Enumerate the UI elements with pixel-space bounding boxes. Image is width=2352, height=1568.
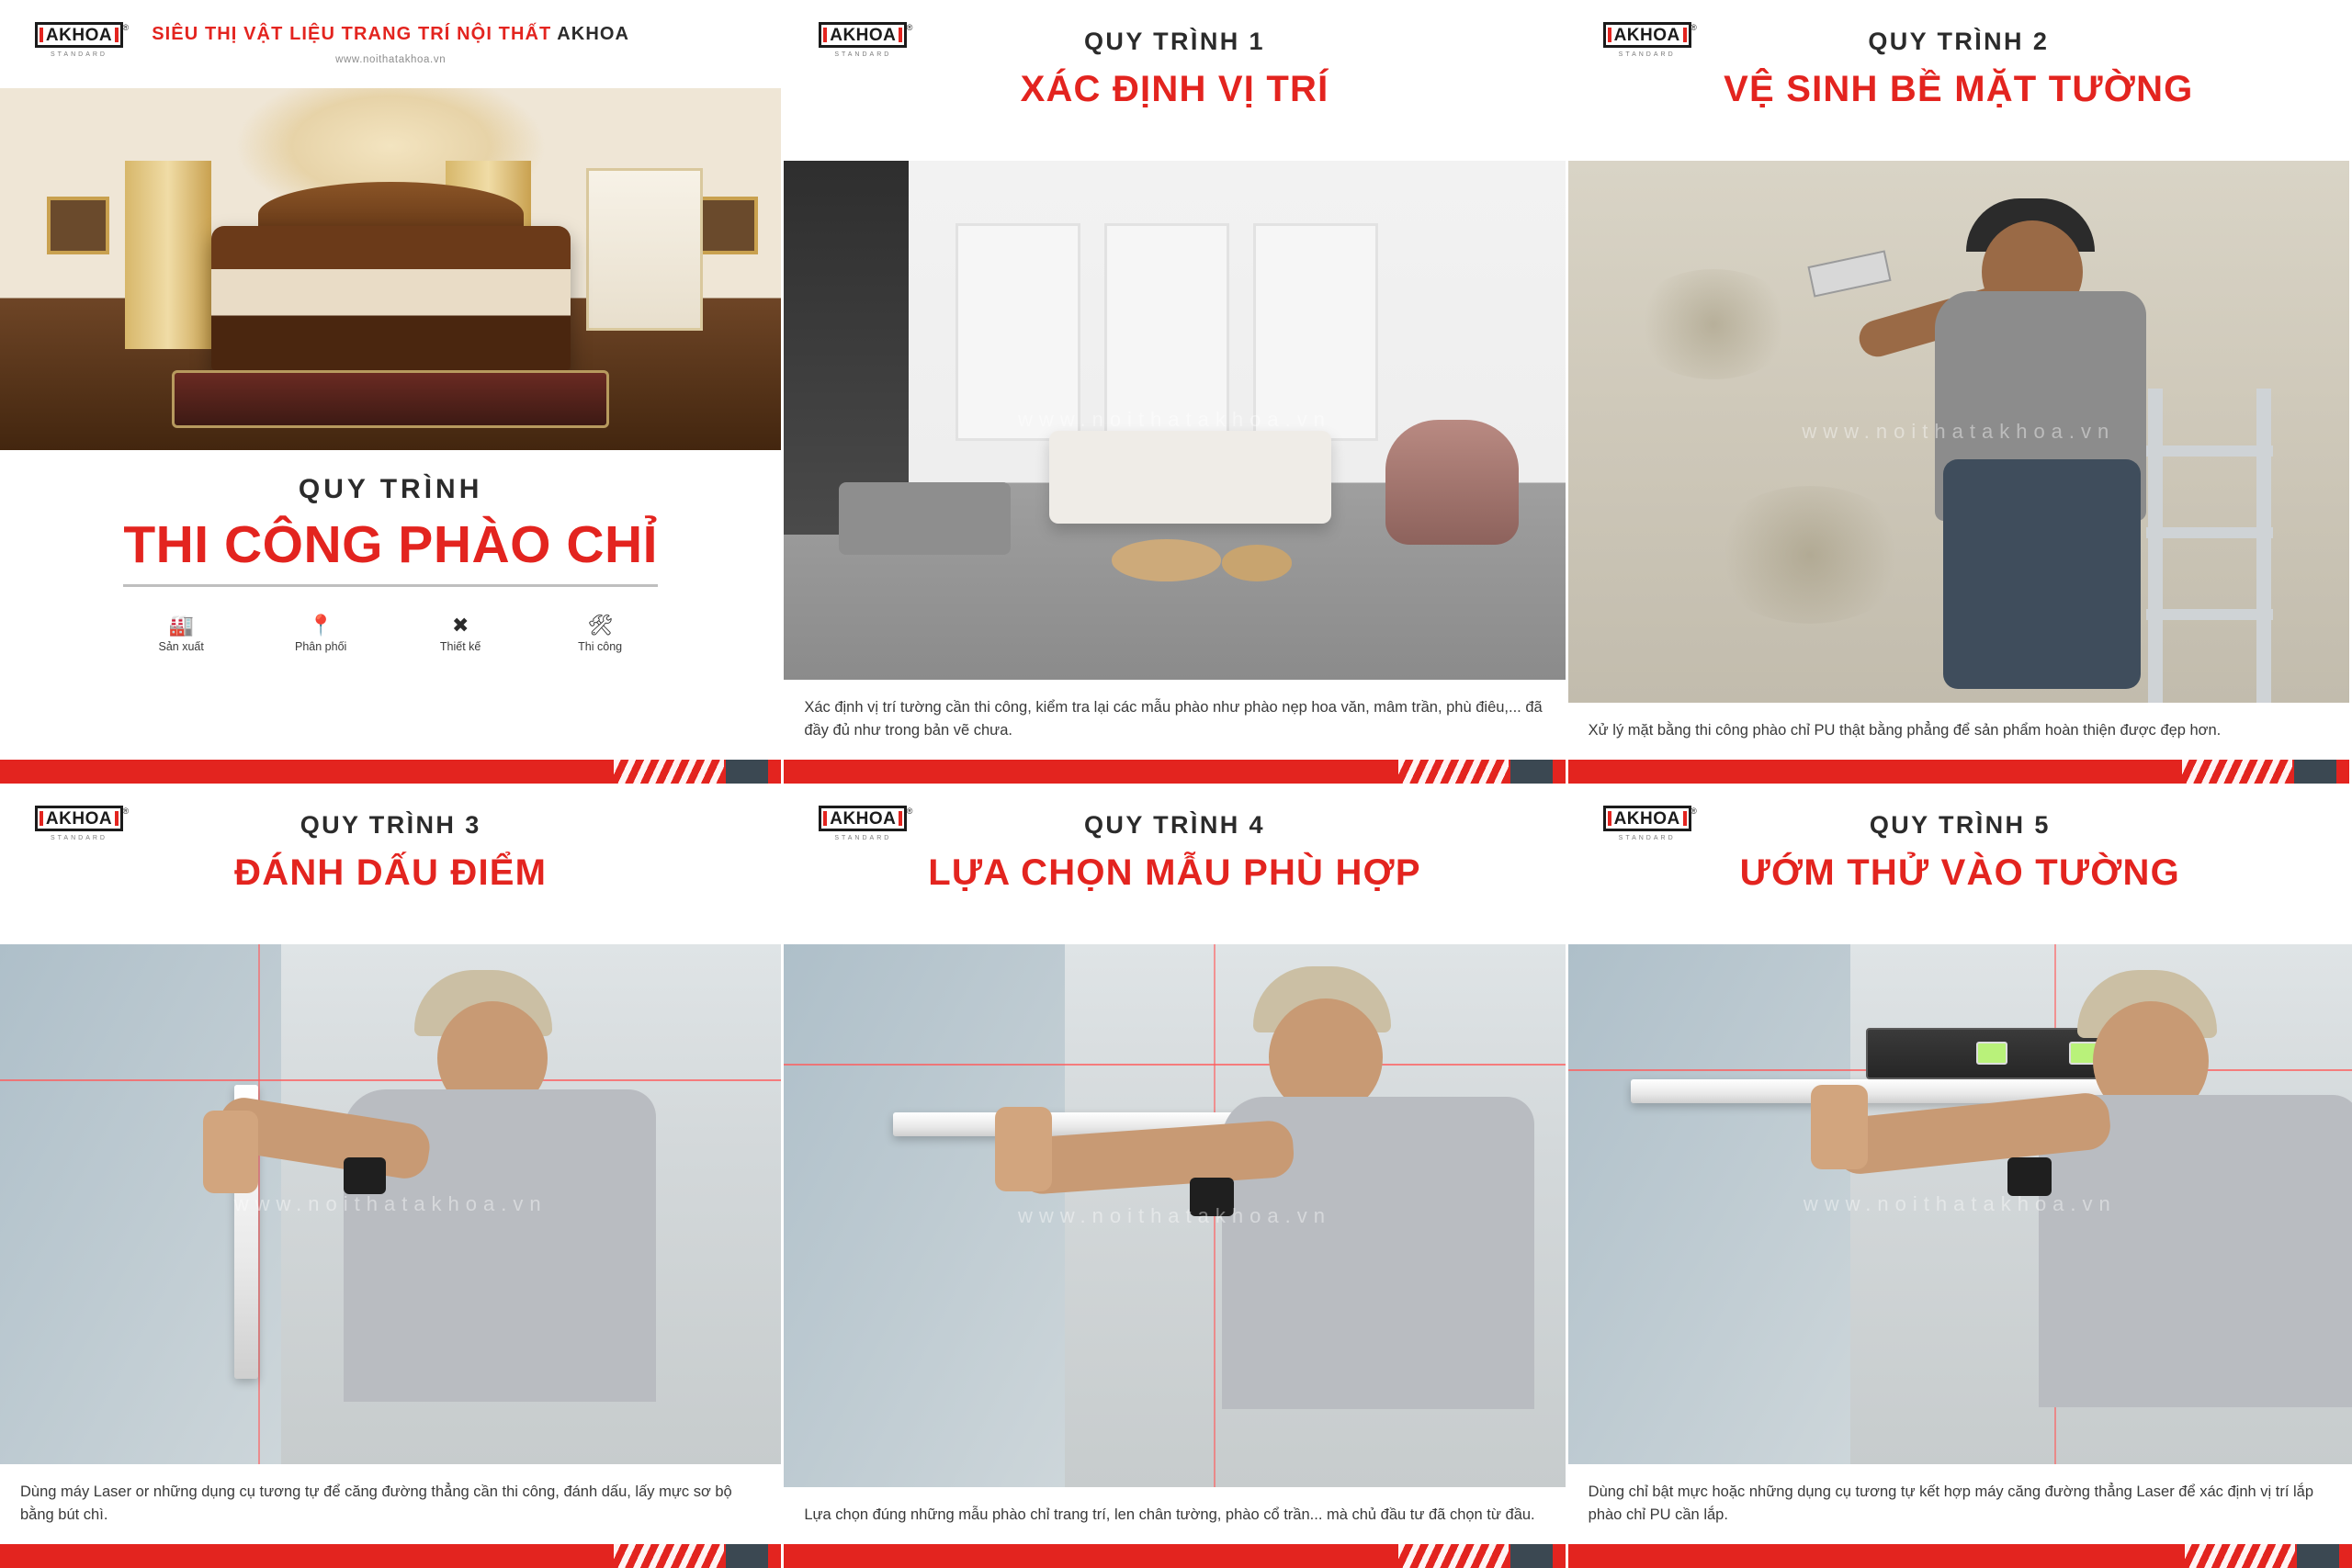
- footer-bar-step-2: [1568, 760, 2349, 784]
- service-item-construction: [558, 613, 642, 655]
- step-4-photo: [784, 944, 1565, 1487]
- service-item-production: [139, 613, 223, 655]
- registered-mark-icon: ®: [906, 22, 913, 32]
- step-2-header: [1568, 0, 2349, 161]
- logo-box: [35, 806, 130, 831]
- level-vial: [1976, 1042, 2007, 1065]
- logo-box: [819, 22, 913, 48]
- factory-icon: 🏭: [168, 614, 194, 637]
- step-1-kicker: QUY TRÌNH 1: [1084, 28, 1265, 55]
- cover-header: [0, 0, 781, 88]
- stripe-pattern: [2185, 1544, 2295, 1568]
- watermark: www.noithatakhoa.vn: [1803, 1191, 2117, 1215]
- sofa: [1049, 431, 1330, 525]
- stripe-pattern: [1398, 1544, 1509, 1568]
- footer-dark-block: [726, 760, 768, 784]
- worker-marking-wall-image: [0, 944, 781, 1464]
- drape-left: [125, 161, 211, 349]
- step-1-photo: [784, 161, 1565, 680]
- logo-subtext: STANDARD: [51, 51, 107, 58]
- footer-dark-block: [1510, 1544, 1553, 1568]
- logo-text: AKHOA: [830, 25, 897, 45]
- wall-panel-3: [1253, 223, 1378, 441]
- service-item-design: [418, 613, 503, 655]
- step-5-photo: [1568, 944, 2352, 1464]
- step-3-caption: Dùng máy Laser or những dụng cụ tương tự để căng đường thẳng cần thi công, đánh dấu, lấy mực sơ bộ bằng bút chì.: [20, 1483, 732, 1524]
- wall-art-left: [47, 197, 109, 254]
- cover-website: www.noithatakhoa.vn: [335, 53, 447, 65]
- panel-step-2: [1568, 0, 2352, 784]
- watermark: www.noithatakhoa.vn: [233, 1191, 548, 1215]
- step-3-header: [0, 784, 781, 944]
- construction-icon: 🛠: [587, 614, 614, 637]
- wall-shadow: [1568, 944, 1850, 1464]
- registered-mark-icon: ®: [1690, 806, 1697, 816]
- wristwatch: [344, 1157, 386, 1194]
- panel-cover: [0, 0, 784, 784]
- stripe-pattern: [614, 760, 724, 784]
- brand-logo: [1587, 795, 1708, 852]
- side-table: [1222, 545, 1293, 581]
- step-4-header: [784, 784, 1565, 944]
- step-2-photo: [1568, 161, 2349, 703]
- logo-subtext: STANDARD: [51, 834, 107, 841]
- logo-box: [1603, 22, 1697, 48]
- cover-photo: [0, 88, 781, 450]
- cover-service-icons: [139, 613, 642, 655]
- panel-step-1: [784, 0, 1567, 784]
- panel-step-4: [784, 784, 1567, 1568]
- rug: [172, 370, 609, 428]
- step-4-kicker: QUY TRÌNH 4: [1084, 811, 1265, 839]
- registered-mark-icon: ®: [122, 22, 130, 32]
- wall-stain-2: [1709, 486, 1911, 624]
- location-pin-icon: 📍: [308, 614, 334, 637]
- brand-logo: [18, 11, 140, 68]
- panel-step-3: [0, 784, 784, 1568]
- step-1-caption: Xác định vị trí tường cần thi công, kiểm tra lại các mẫu phào như phào nẹp hoa văn, mâm trần, phù điêu,... đã đầy đủ như trong bản vẽ chưa.: [804, 698, 1543, 739]
- watermark: www.noithatakhoa.vn: [1802, 420, 2116, 444]
- cover-tagline-dark: AKHOA: [557, 23, 630, 44]
- worker-hand: [1811, 1085, 1868, 1169]
- cover-tagline: [152, 24, 629, 45]
- panel-step-5: [1568, 784, 2352, 1568]
- footer-bar-step-3: [0, 1544, 781, 1568]
- registered-mark-icon: ®: [1690, 22, 1697, 32]
- ladder-rung: [2146, 446, 2273, 457]
- laser-line-horizontal: [784, 1064, 1565, 1066]
- service-item-distribution: [278, 613, 363, 655]
- worker-legs: [1943, 459, 2141, 689]
- logo-subtext: STANDARD: [1618, 51, 1676, 58]
- registered-mark-icon: ®: [122, 806, 130, 816]
- brand-logo: [18, 795, 140, 852]
- brand-logo: [1587, 11, 1708, 68]
- wall-panel-2: [1104, 223, 1229, 441]
- step-2-title: VỆ SINH BỀ MẶT TƯỜNG: [1724, 69, 2194, 109]
- footer-dark-block: [1510, 760, 1553, 784]
- step-5-header: [1568, 784, 2352, 944]
- logo-subtext: STANDARD: [834, 51, 892, 58]
- ladder-rung: [2146, 609, 2273, 620]
- step-5-title: ƯỚM THỬ VÀO TƯỜNG: [1739, 852, 2180, 893]
- logo-box: [1603, 806, 1697, 831]
- worker-selecting-moulding-image: [784, 944, 1565, 1487]
- brand-logo: [802, 11, 923, 68]
- logo-text: AKHOA: [1613, 25, 1680, 45]
- worker-hand: [995, 1107, 1052, 1191]
- stripe-pattern: [2182, 760, 2292, 784]
- step-2-kicker: QUY TRÌNH 2: [1868, 28, 2050, 55]
- modern-living-room-image: [784, 161, 1565, 680]
- logo-box: [35, 22, 130, 48]
- design-tools-icon: ✖: [451, 614, 469, 637]
- service-label-design: Thiết kế: [439, 640, 481, 653]
- logo-box: [819, 806, 913, 831]
- ladder: [2141, 389, 2278, 703]
- watermark: www.noithatakhoa.vn: [1018, 408, 1331, 432]
- cover-tagline-block: [152, 24, 629, 65]
- footer-dark-block: [2297, 1544, 2339, 1568]
- footer-bar-step-4: [784, 1544, 1565, 1568]
- step-2-caption: Xử lý mặt bằng thi công phào chỉ PU thật bằng phẳng để sản phẩm hoàn thiện được đẹp hơn.: [1588, 722, 2222, 739]
- window: [586, 168, 704, 331]
- footer-bar-step-1: [784, 760, 1565, 784]
- watermark: www.noithatakhoa.vn: [1018, 1203, 1331, 1227]
- cover-kicker: QUY TRÌNH: [298, 474, 483, 504]
- ottoman: [839, 482, 1011, 555]
- wristwatch: [1190, 1178, 1234, 1216]
- logo-text: AKHOA: [45, 808, 113, 829]
- coffee-table: [1112, 539, 1221, 581]
- wall-panel-1: [956, 223, 1080, 441]
- footer-bar-cover: [0, 760, 781, 784]
- step-4-title: LỰA CHỌN MẪU PHÙ HỢP: [928, 852, 1421, 893]
- step-3-kicker: QUY TRÌNH 3: [300, 811, 481, 839]
- brand-logo: [802, 795, 923, 852]
- wall-shadow: [784, 944, 1065, 1487]
- footer-bar-step-5: [1568, 1544, 2352, 1568]
- step-1-header: [784, 0, 1565, 161]
- worker-cleaning-wall-image: [1568, 161, 2349, 703]
- step-3-title: ĐÁNH DẤU ĐIỂM: [234, 852, 548, 893]
- step-5-caption: Dùng chỉ bật mực hoặc những dụng cụ tương tự kết hợp máy căng đường thẳng Laser để xác định vị trí lắp phào chỉ PU cần lắp.: [1588, 1483, 2314, 1524]
- logo-text: AKHOA: [830, 808, 897, 829]
- dark-partition: [784, 161, 909, 535]
- worker-testing-fit-image: [1568, 944, 2352, 1464]
- worker-hand: [203, 1111, 258, 1193]
- footer-dark-block: [726, 1544, 768, 1568]
- classic-bedroom-image: [0, 88, 781, 450]
- logo-subtext: STANDARD: [834, 834, 892, 841]
- registered-mark-icon: ®: [906, 806, 913, 816]
- step-5-kicker: QUY TRÌNH 5: [1869, 811, 2051, 839]
- armchair: [1385, 420, 1519, 545]
- step-3-photo: [0, 944, 781, 1464]
- trowel-icon: [1808, 251, 1892, 298]
- wall-art-right: [695, 197, 758, 254]
- service-label-production: Sản xuất: [158, 640, 204, 653]
- bed: [211, 226, 571, 371]
- cover-title-block: [0, 450, 781, 784]
- footer-dark-block: [2294, 760, 2336, 784]
- logo-text: AKHOA: [1613, 808, 1680, 829]
- step-4-caption: Lựa chọn đúng những mẫu phào chỉ trang trí, len chân tường, phào cổ trần... mà chủ đầu tư đã chọn từ đầu.: [804, 1506, 1535, 1524]
- logo-text: AKHOA: [45, 25, 113, 45]
- ladder-rung: [2146, 527, 2273, 538]
- stripe-pattern: [1398, 760, 1509, 784]
- step-1-title: XÁC ĐỊNH VỊ TRÍ: [1020, 69, 1329, 109]
- wall-stain-1: [1631, 269, 1796, 379]
- cover-tagline-red: SIÊU THỊ VẬT LIỆU TRANG TRÍ NỘI THẤT: [152, 23, 558, 44]
- laser-line-horizontal: [0, 1079, 781, 1081]
- cover-title: THI CÔNG PHÀO CHỈ: [123, 514, 658, 587]
- service-label-construction: Thi công: [578, 640, 623, 653]
- stripe-pattern: [614, 1544, 724, 1568]
- logo-subtext: STANDARD: [1618, 834, 1676, 841]
- service-label-distribution: Phân phối: [295, 640, 347, 653]
- wristwatch: [2007, 1157, 2052, 1196]
